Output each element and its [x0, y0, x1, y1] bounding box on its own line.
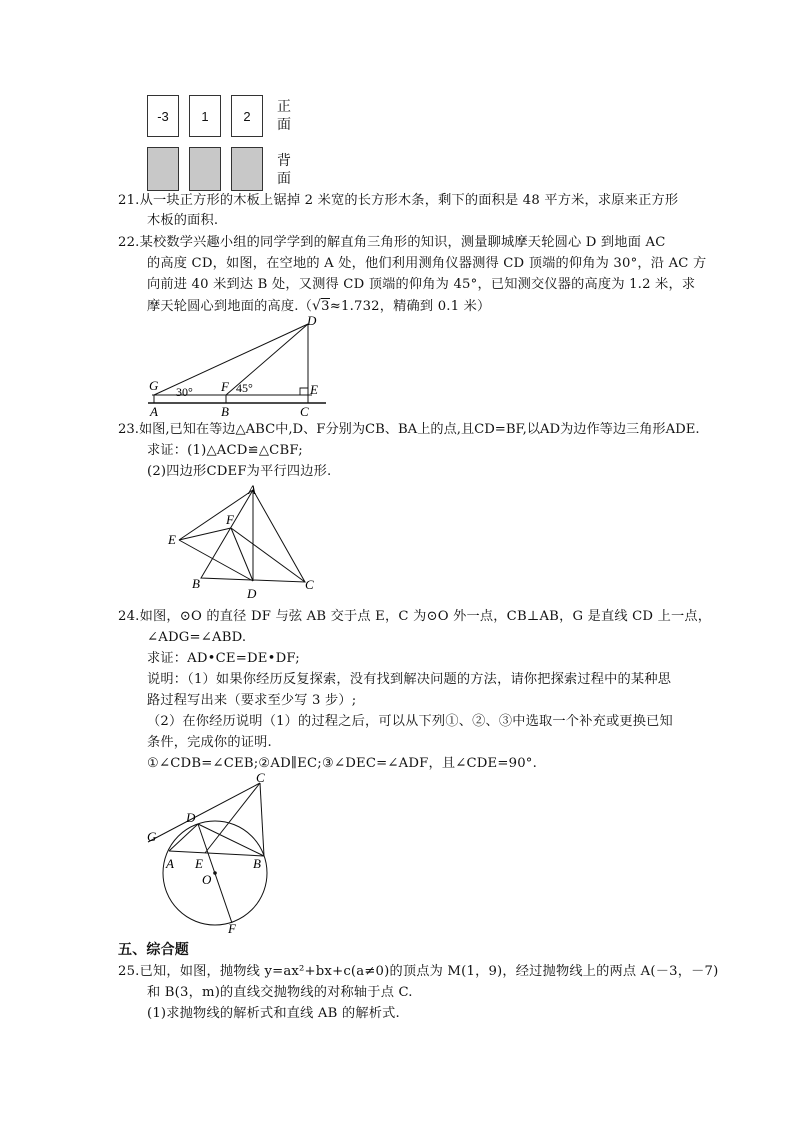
q21-line1: 21.从一块正方形的木板上锯掉 2 米宽的长方形木条，剩下的面积是 48 平方米，求原来正方形 [118, 193, 679, 208]
card-front-1: -3 [147, 95, 179, 137]
front-label-2: 面 [277, 117, 291, 133]
label-D: D [186, 810, 196, 825]
label-C: C [305, 577, 314, 592]
card-front-3: 2 [231, 95, 263, 137]
q23-line1: 23.如图,已知在等边△ABC中,D、F分别为CB、BA上的点,且CD=BF,以AD为边作等边三角形ADE. [118, 422, 700, 437]
q24-line4: 说明：（1）如果你经历反复探索，没有找到解决问题的方法，请你把探索过程中的某种思 [147, 672, 672, 687]
front-label-1: 正 [277, 99, 291, 115]
q22-line2: 的高度 CD，如图，在空地的 A 处，他们利用测角仪器测得 CD 顶端的仰角为 30°，沿 AC 方 [147, 256, 707, 271]
q22-line4-a: 摩天轮圆心到地面的高度.（ [147, 299, 313, 314]
label-D: D [247, 586, 257, 601]
q24-line6: （2）在你经历说明（1）的过程之后，可以从下列①、②、③中选取一个补充或更换已知 [147, 714, 673, 729]
angle-45: 45° [236, 381, 253, 395]
label-B: B [253, 856, 261, 871]
q24-line5: 路过程写出来（要求至少写 3 步）; [147, 693, 357, 708]
label-A: A [248, 482, 256, 497]
q23-line3: (2)四边形CDEF为平行四边形. [147, 464, 332, 479]
label-A: A [166, 856, 174, 871]
q24-line3: 求证：AD•CE=DE•DF; [147, 651, 300, 666]
label-F: F [228, 921, 236, 936]
q21-line2: 木板的面积. [147, 213, 219, 228]
label-G: G [149, 378, 159, 393]
label-E: E [168, 532, 176, 547]
label-B: B [192, 576, 200, 591]
q24-figure [140, 770, 290, 936]
label-B: B [221, 404, 229, 419]
section-5-title: 五、综合题 [118, 942, 189, 958]
q24-line2: ∠ADG=∠ABD. [147, 630, 247, 645]
q23-figure [165, 484, 325, 602]
label-C: C [256, 770, 265, 785]
label-C: C [300, 404, 309, 419]
q22-line1: 22.某校数学兴趣小组的同学学到的解直角三角形的知识，测量聊城摩天轮圆心 D 到地面 AC [118, 235, 666, 250]
card-back-2 [189, 147, 221, 191]
q25-line2: 和 B(3，m)的直线交抛物线的对称轴于点 C. [147, 985, 413, 1000]
q25-line1: 25.已知，如图，抛物线 y=ax²+bx+c(a≠0)的顶点为 M(1，9)，经过抛物线上的两点 A(－3，－7) [118, 964, 719, 979]
label-F: F [221, 379, 229, 394]
sqrt-sign: √ [312, 298, 322, 314]
q22-figure [140, 314, 330, 418]
q22-line4-c: ≈1.732，精确到 0.1 米） [329, 299, 491, 314]
q24-line8: ①∠CDB=∠CEB;②AD∥EC;③∠DEC=∠ADF，且∠CDE=90°. [147, 756, 537, 771]
q25-line3: (1)求抛物线的解析式和直线 AB 的解析式. [147, 1006, 400, 1021]
label-E: E [310, 382, 318, 397]
label-E: E [195, 856, 203, 871]
back-label-2: 面 [277, 171, 291, 187]
q23-line2: 求证：(1)△ACD≌△CBF; [147, 443, 303, 458]
label-O: O [202, 872, 212, 887]
label-A: A [150, 404, 158, 419]
label-G: G [147, 829, 157, 844]
card-back-1 [147, 147, 179, 191]
card-back-3 [231, 147, 263, 191]
back-label-1: 背 [277, 153, 291, 169]
q24-line7: 条件，完成你的证明. [147, 735, 272, 750]
q24-line1: 24.如图，⊙O 的直径 DF 与弦 AB 交于点 E，C 为⊙O 外一点，CB⊥AB，G 是直线 CD 上一点， [118, 609, 712, 624]
angle-30: 30° [176, 385, 193, 399]
label-D: D [307, 313, 317, 328]
sqrt-radicand: 3 [321, 299, 330, 314]
card-front-2: 1 [189, 95, 221, 137]
label-F: F [226, 512, 234, 527]
q22-line3: 向前进 40 米到达 B 处，又测得 CD 顶端的仰角为 45°，已知测交仪器的高度为 1.2 米，求 [147, 277, 696, 292]
